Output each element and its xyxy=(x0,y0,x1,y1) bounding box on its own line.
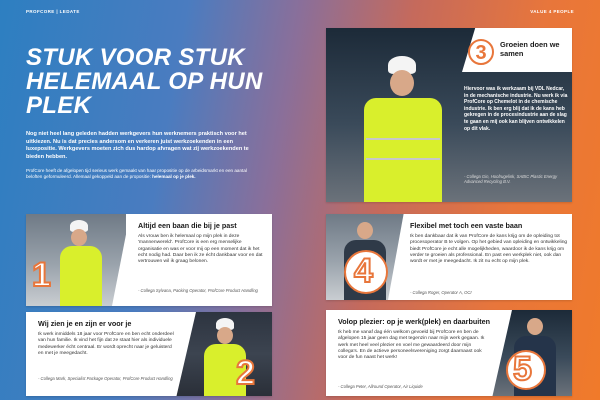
card-5-body: Ik heb me vanaf dag één welkom gevoeld bij ProfCore en ben de afgelopen 15 jaar geen dag met tegenzin naar mijn werk gegaan. Ik werk met heel veel plezier en voel me gewaardeerd door mijn collega's. En de actieve personeelsvereniging zorgt daarnaast ook voor de fun naast het werk! xyxy=(338,330,485,361)
number-5-icon: 5 xyxy=(513,350,532,388)
card-5-signature: - Collega Peter, Allround Operator, Air Liquide xyxy=(338,384,423,389)
card-2-title: Wij zien je en zijn er voor je xyxy=(38,319,132,328)
card-4-signature: - Collega Roger, Operator A, OCI xyxy=(410,290,472,295)
number-2-icon: 2 xyxy=(236,354,255,392)
header-right: VALUE 4 PEOPLE xyxy=(530,9,574,14)
featured-title: Groeien doen we samen xyxy=(500,40,560,58)
intro-secondary-bold: helemaal op je plek. xyxy=(152,174,196,180)
svg-text:3: 3 xyxy=(475,42,487,64)
card-2-signature: - Collega Mark, Specialist Package Operator, ProfCore Product Handling xyxy=(38,376,173,381)
number-4-icon: 4 xyxy=(354,252,373,290)
card-5-title: Volop plezier: op je werk(plek) en daarbuiten xyxy=(338,317,491,326)
card-4-body: Ik ben dankbaar dat ik van ProfCore de kans krijg om de opleiding tot procesoperator B te volgen. Op het gebied van opleiding en ontwikkeling biedt ProfCore je echt alle mogelijkheden, waardoor ik de kans krijg om verder te groeien als professional. En past een werkplek niet, ook dan wordt er met je meegedacht. Ik zit nu echt op mijn plek. xyxy=(410,234,568,265)
page-title: STUK VOOR STUK HELEMAAL OP HUN PLEK xyxy=(26,44,263,119)
person-image xyxy=(356,48,446,202)
card-1-title: Altijd een baan die bij je past xyxy=(138,221,237,230)
number-3-icon xyxy=(468,38,494,66)
card-1-body: Als vrouw ben ik helemaal op mijn plek in deze 'mannenwereld'. ProfCore is een erg menselijke organisatie en was er voor mij op een moment dat ik het echt nodig had. Daar ben ik ze écht dankbaar voor en dat vertrouwen wil ik graag belonen. xyxy=(138,234,263,265)
intro-text: Nog niet heel lang geleden hadden werkgevers hun werknemers praktisch voor het uitkiezen. Nu is dat precies andersom en verkeren juist werkzoekenden in een luxepositie. Werkgevers moeten zich dus hardop afvragen wat zij werkzoekenden te bieden hebben. xyxy=(26,131,249,160)
card-4-title: Flexibel met toch een vaste baan xyxy=(410,221,523,230)
featured-quote: Hiervoor was ik werkzaam bij VDL Nedcar, in de mechanische industrie. Nu werk ik via ProfCore op Chemelot in de chemische industrie. Ik ben erg blij dat ik de kans heb gekregen in de procesindustrie aan de slag te gaan en mij ook kan blijven ontwikkelen op dit vlak. xyxy=(464,86,568,132)
intro-secondary-text: ProfCore heeft de afgelopen tijd serieus werk gemaakt van haar propositie op de arbeidsmarkt en een aantal beloften geformuleerd. Allemaal gekoppeld aan de propositie: xyxy=(26,168,247,180)
card-5 xyxy=(326,310,572,396)
card-2 xyxy=(26,312,272,396)
card-1-signature: - Collega Sylvana, Packing Operator, ProfCore Product Handling xyxy=(138,288,258,293)
intro-secondary xyxy=(26,168,258,180)
card-2-body: Ik werk inmiddels 18 jaar voor ProfCore en ben echt onderdeel van hun familie. Ik vind het fijn dat ze staat hier als individuele medewerker écht centraal. Er wordt oprecht naar je geluisterd en met je meegedacht. xyxy=(38,332,174,356)
number-1-icon: 1 xyxy=(32,256,51,294)
featured-card xyxy=(326,28,572,202)
card-1 xyxy=(26,214,272,306)
card-1-photo xyxy=(26,214,126,306)
card-4 xyxy=(326,214,572,300)
featured-signature: - Collega Gin, Hoofrugelink, SABIC Plastic Energy Advanced Recycling B.V. xyxy=(464,174,558,185)
header-left: PROFCORE | LEDATE xyxy=(26,9,80,14)
